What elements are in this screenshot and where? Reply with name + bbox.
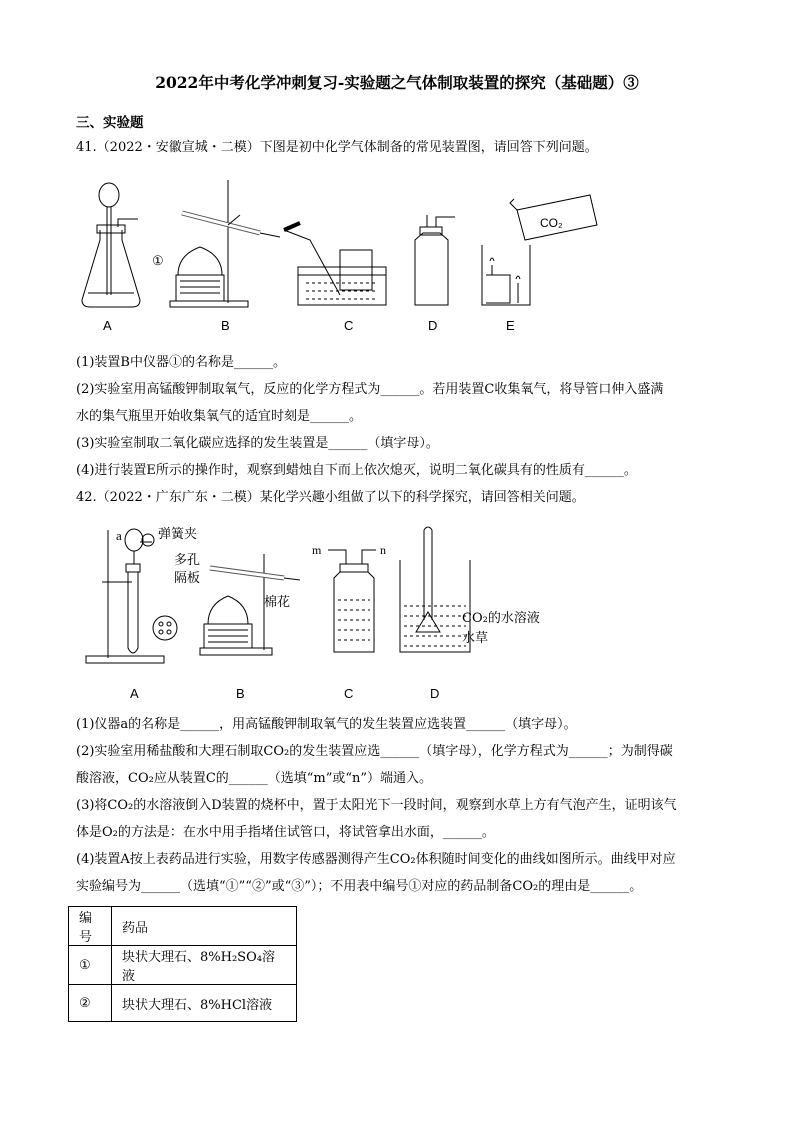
fig41-label-b: B xyxy=(221,318,230,333)
porous-label-1: 多孔 xyxy=(174,553,201,568)
table-header-number: 编号 xyxy=(69,907,112,946)
clip-label: 弹簧夹 xyxy=(158,527,198,542)
reagent-table xyxy=(68,906,297,1022)
instrument-marker: ① xyxy=(152,253,164,268)
co2-bottle-label: CO₂ xyxy=(540,216,563,230)
q42-item-3: (3)将CO₂的水溶液倒入D装置的烧杯中，置于太阳光下一段时间，观察到水草上方有气泡产生，证明该气 xyxy=(76,798,677,813)
q42-item-1: (1)仪器a的名称是______，用高锰酸钾制取氧气的发生装置应选装置______（填字母）。 xyxy=(76,717,577,732)
fig41-label-e: E xyxy=(506,318,515,333)
table-header-reagent: 药品 xyxy=(112,907,297,946)
table-header-row xyxy=(69,907,297,946)
fig42-label-a: A xyxy=(130,686,139,701)
fig42-label-c: C xyxy=(344,686,354,701)
q41-item-2: (2)实验室用高锰酸钾制取氧气，反应的化学方程式为______。若用装置C收集氧气，将导管口伸入盛满 xyxy=(76,382,664,397)
solution-label: CO₂的水溶液 xyxy=(462,611,540,626)
table-cell-number: ① xyxy=(69,946,112,985)
table-cell-reagent: 块状大理石、8%H₂SO₄溶液 xyxy=(112,946,297,985)
q41-item-2-cont: 水的集气瓶里开始收集氧气的适宜时刻是______。 xyxy=(76,409,363,424)
weed-label: 水草 xyxy=(462,631,489,646)
table-cell-number: ② xyxy=(69,985,112,1022)
fig41-label-d: D xyxy=(428,318,438,333)
q41-item-3: (3)实验室制取二氧化碳应选择的发生装置是______（填字母）。 xyxy=(76,436,439,451)
q42-apparatus-figure xyxy=(78,520,558,670)
label-a-instrument: a xyxy=(116,528,122,543)
page-title: 2022年中考化学冲刺复习-实验题之气体制取装置的探究（基础题）③ xyxy=(155,73,639,92)
q42-stem: 42.（2022・广东广东・二模）某化学兴趣小组做了以下的科学探究，请回答相关问题。 xyxy=(76,490,585,505)
q42-item-4: (4)装置A按上表药品进行实验，用数字传感器测得产生CO₂体积随时间变化的曲线如图所示。曲线甲对应 xyxy=(76,852,676,867)
table-row xyxy=(69,985,297,1022)
section-heading: 三、实验题 xyxy=(76,115,144,131)
porous-label-2: 隔板 xyxy=(174,571,201,586)
table-row xyxy=(69,946,297,985)
fig41-label-c: C xyxy=(344,318,354,333)
q41-item-1: (1)装置B中仪器①的名称是______。 xyxy=(76,355,286,370)
q42-item-3-cont: 体是O₂的方法是：在水中用手指堵住试管口，将试管拿出水面，______。 xyxy=(76,825,495,840)
tube-n-label: n xyxy=(380,543,386,557)
table-cell-reagent: 块状大理石、8%HCl溶液 xyxy=(112,985,297,1022)
fig41-label-a: A xyxy=(103,318,112,333)
q42-item-4-cont: 实验编号为______（选填“①”“②”或“③”）；不用表中编号①对应的药品制备CO₂的理由是______。 xyxy=(76,879,643,894)
q41-apparatus-figure xyxy=(70,175,610,340)
fig42-label-d: D xyxy=(430,686,440,701)
q42-item-2-cont: 酸溶液，CO₂应从装置C的______（选填“m”或“n”）端通入。 xyxy=(76,771,433,786)
q41-stem: 41.（2022・安徽宣城・二模）下图是初中化学气体制备的常见装置图，请回答下列问题。 xyxy=(76,140,598,155)
tube-m-label: m xyxy=(312,543,322,557)
q42-item-2: (2)实验室用稀盐酸和大理石制取CO₂的发生装置应选______（填字母），化学方程式为______；为制得碳 xyxy=(76,744,673,759)
cotton-label: 棉花 xyxy=(264,595,291,610)
q41-item-4: (4)进行装置E所示的操作时，观察到蜡烛自下而上依次熄灭，说明二氧化碳具有的性质有______。 xyxy=(76,463,637,478)
fig42-label-b: B xyxy=(236,686,245,701)
